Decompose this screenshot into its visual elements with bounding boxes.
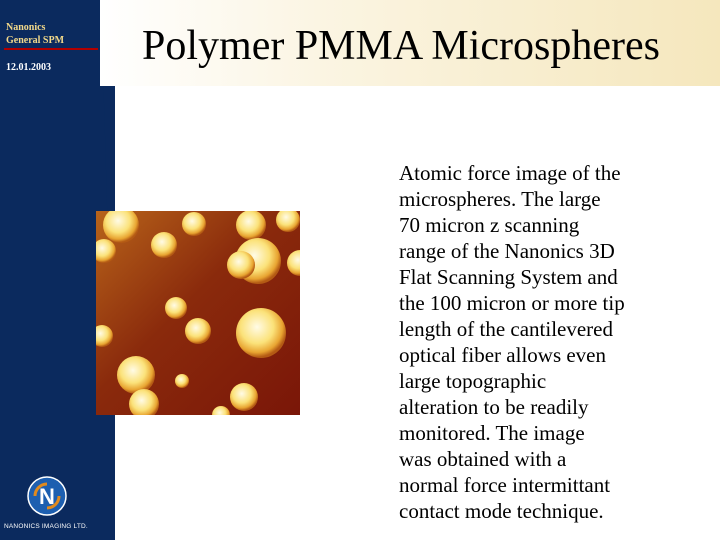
description-line: length of the cantilevered xyxy=(399,317,613,341)
description-line: normal force intermittant xyxy=(399,473,611,497)
description-line: alteration to be readily xyxy=(399,395,589,419)
brand-name xyxy=(6,21,86,47)
slide-date: 12.01.2003 xyxy=(6,62,51,73)
description-line: range of the Nanonics 3D xyxy=(399,239,615,263)
description-line: Flat Scanning System and xyxy=(399,265,618,289)
brand-line-2: General SPM xyxy=(6,35,65,46)
description-line: contact mode technique. xyxy=(399,499,604,523)
description-line: large topographic xyxy=(399,369,547,393)
description-line: optical fiber allows even xyxy=(399,343,607,367)
slide-title: Polymer PMMA Microspheres xyxy=(142,23,660,69)
description-line: 70 micron z scanning xyxy=(399,213,580,237)
slide-description xyxy=(399,160,699,524)
logo-letter: N xyxy=(39,484,55,509)
nanonics-logo-icon xyxy=(25,474,69,518)
description-line: was obtained with a xyxy=(399,447,567,471)
description-line: monitored. The image xyxy=(399,421,585,445)
afm-microsphere-image xyxy=(96,211,300,415)
description-line: microspheres. The large xyxy=(399,187,601,211)
brand-line-1: Nanonics xyxy=(6,22,46,33)
brand-divider xyxy=(4,48,98,50)
description-line: Atomic force image of the xyxy=(399,161,621,185)
company-name: NANONICS IMAGING LTD. xyxy=(4,523,88,530)
description-line: the 100 micron or more tip xyxy=(399,291,625,315)
